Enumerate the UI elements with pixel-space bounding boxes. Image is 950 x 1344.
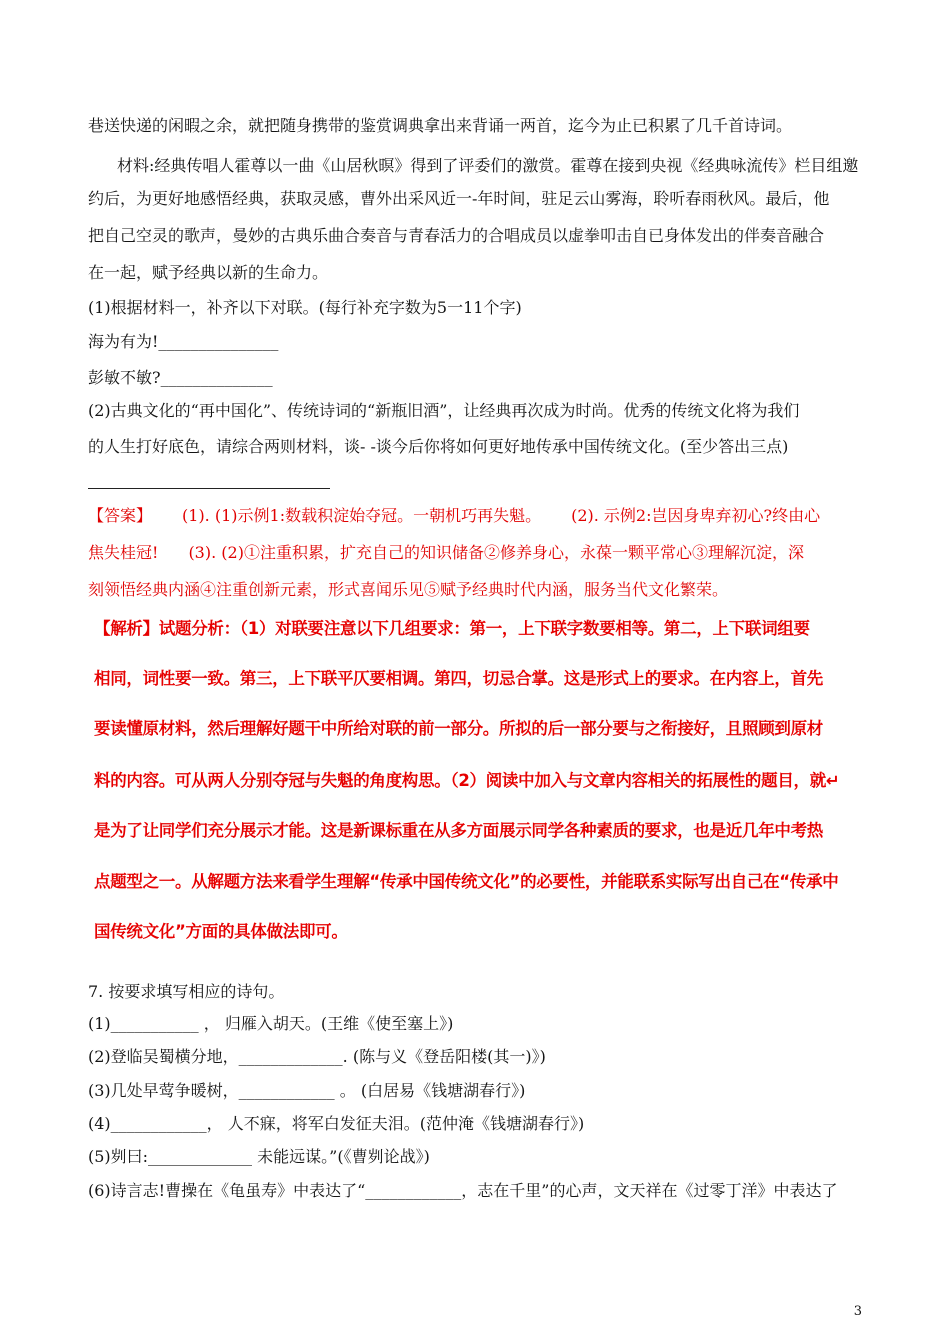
material-text-line: 在一起，赋予经典以新的生命力。	[88, 263, 329, 282]
analysis-line: 相同，词性要一致。第三，上下联平仄要相调。第四，切忌合掌。这是形式上的要求。在内容上，首先	[94, 669, 824, 688]
analysis-line: 【解析】试题分析：（1）对联要注意以下几组要求：第一，上下联字数要相等。第二，上下联词组要	[94, 619, 810, 638]
answer-text: (3). (2)①注重积累，扩充自己的知识储备②修养身心，永葆一颗平常心③理解沉淀，深	[188, 543, 804, 562]
analysis-line: 点题型之一。从解题方法来看学生理解“传承中国传统文化”的必要性，并能联系实际写出自己在“传承中	[94, 872, 839, 891]
poem-fill-item: (1)___________ ， 归雁入胡天。(王维《使至塞上》)	[88, 1014, 454, 1033]
question-6-part-2-line: (2)古典文化的“再中国化”、传统诗词的“新瓶旧酒”，让经典再次成为时尚。优秀的传统文化将为我们	[88, 401, 800, 420]
answer-line-2	[88, 543, 804, 563]
poem-fill-item: (6)诗言志!曹操在《龟虽寿》中表达了“____________，志在千里”的心声，文天祥在《过零丁洋》中表达了	[88, 1181, 838, 1200]
analysis-line: 要读懂原材料，然后理解好题干中所给对联的前一部分。所拟的后一部分要与之衔接好，且照顾到原材	[94, 719, 824, 738]
answer-text: (1). (1)示例1:数载积淀始夺冠。一朝机巧再失魁。	[182, 506, 542, 525]
poem-fill-item: (3)几处早莺争暖树，____________ 。 (白居易《钱塘湖春行》)	[88, 1081, 526, 1100]
question-6-part-2-line: 的人生打好底色，请综合两则材料，谈- -谈今后你将如何更好地传承中国传统文化。(至少答出三点)	[88, 437, 789, 456]
poem-fill-item: (5)刿曰:_____________ 未能远谋。”(《曹刿论战》)	[88, 1147, 430, 1166]
answer-line-1	[88, 506, 820, 526]
answer-text: 焦失桂冠!	[88, 543, 159, 562]
analysis-line: 是为了让同学们充分展示才能。这是新课标重在从多方面展示同学各种素质的要求，也是近几年中考热	[94, 821, 824, 840]
poem-fill-item: (4)____________， 人不寐，将军白发征夫泪。(范仲淹《钱塘湖春行》)	[88, 1114, 585, 1133]
question-7-title: 7. 按要求填写相应的诗句。	[88, 982, 285, 1001]
analysis-line: 国传统文化”方面的具体做法即可。	[94, 922, 348, 941]
answer-text: (2). 示例2:岂因身卑弃初心?终由心	[571, 506, 821, 525]
answer-blank-line	[88, 488, 330, 489]
question-6-part-1-prompt: (1)根据材料一，补齐以下对联。(每行补充字数为5一11个字)	[88, 298, 522, 317]
material-text-line: 约后，为更好地感悟经典，获取灵感，曹外出采风近一-年时间，驻足云山雾海，聆听春雨秋风。最后，他	[88, 189, 830, 208]
answer-line-3: 刻领悟经典内涵④注重创新元素，形式喜闻乐见⑤赋予经典时代内涵，服务当代文化繁荣。	[88, 580, 729, 599]
analysis-line: 料的内容。可从两人分别夺冠与失魁的角度构思。（2）阅读中加入与文章内容相关的拓展性的题目，就↵	[94, 771, 840, 790]
answer-label: 【答案】	[88, 506, 153, 525]
page-number: 3	[853, 1304, 862, 1319]
material-text-line: 巷送快递的闲暇之余，就把随身携带的鉴赏调典拿出来背诵一两首，迄今为止已积累了几千首诗词。	[88, 116, 793, 135]
couplet-blank-2: 彭敏不敏?______________	[88, 368, 273, 387]
material-text-line: 材料:经典传唱人霍尊以一曲《山居秋暝》得到了评委们的激赏。霍尊在接到央视《经典咏流传》栏目组邀	[117, 156, 859, 175]
material-text-line: 把自己空灵的歌声，曼妙的古典乐曲合奏音与青春活力的合唱成员以虚拳叩击自已身体发出的伴奏音融合	[88, 226, 825, 245]
couplet-blank-1: 海为有为!_______________	[88, 332, 279, 351]
poem-fill-item: (2)登临吴蜀横分地，_____________. (陈与义《登岳阳楼(其一)》)	[88, 1047, 546, 1066]
